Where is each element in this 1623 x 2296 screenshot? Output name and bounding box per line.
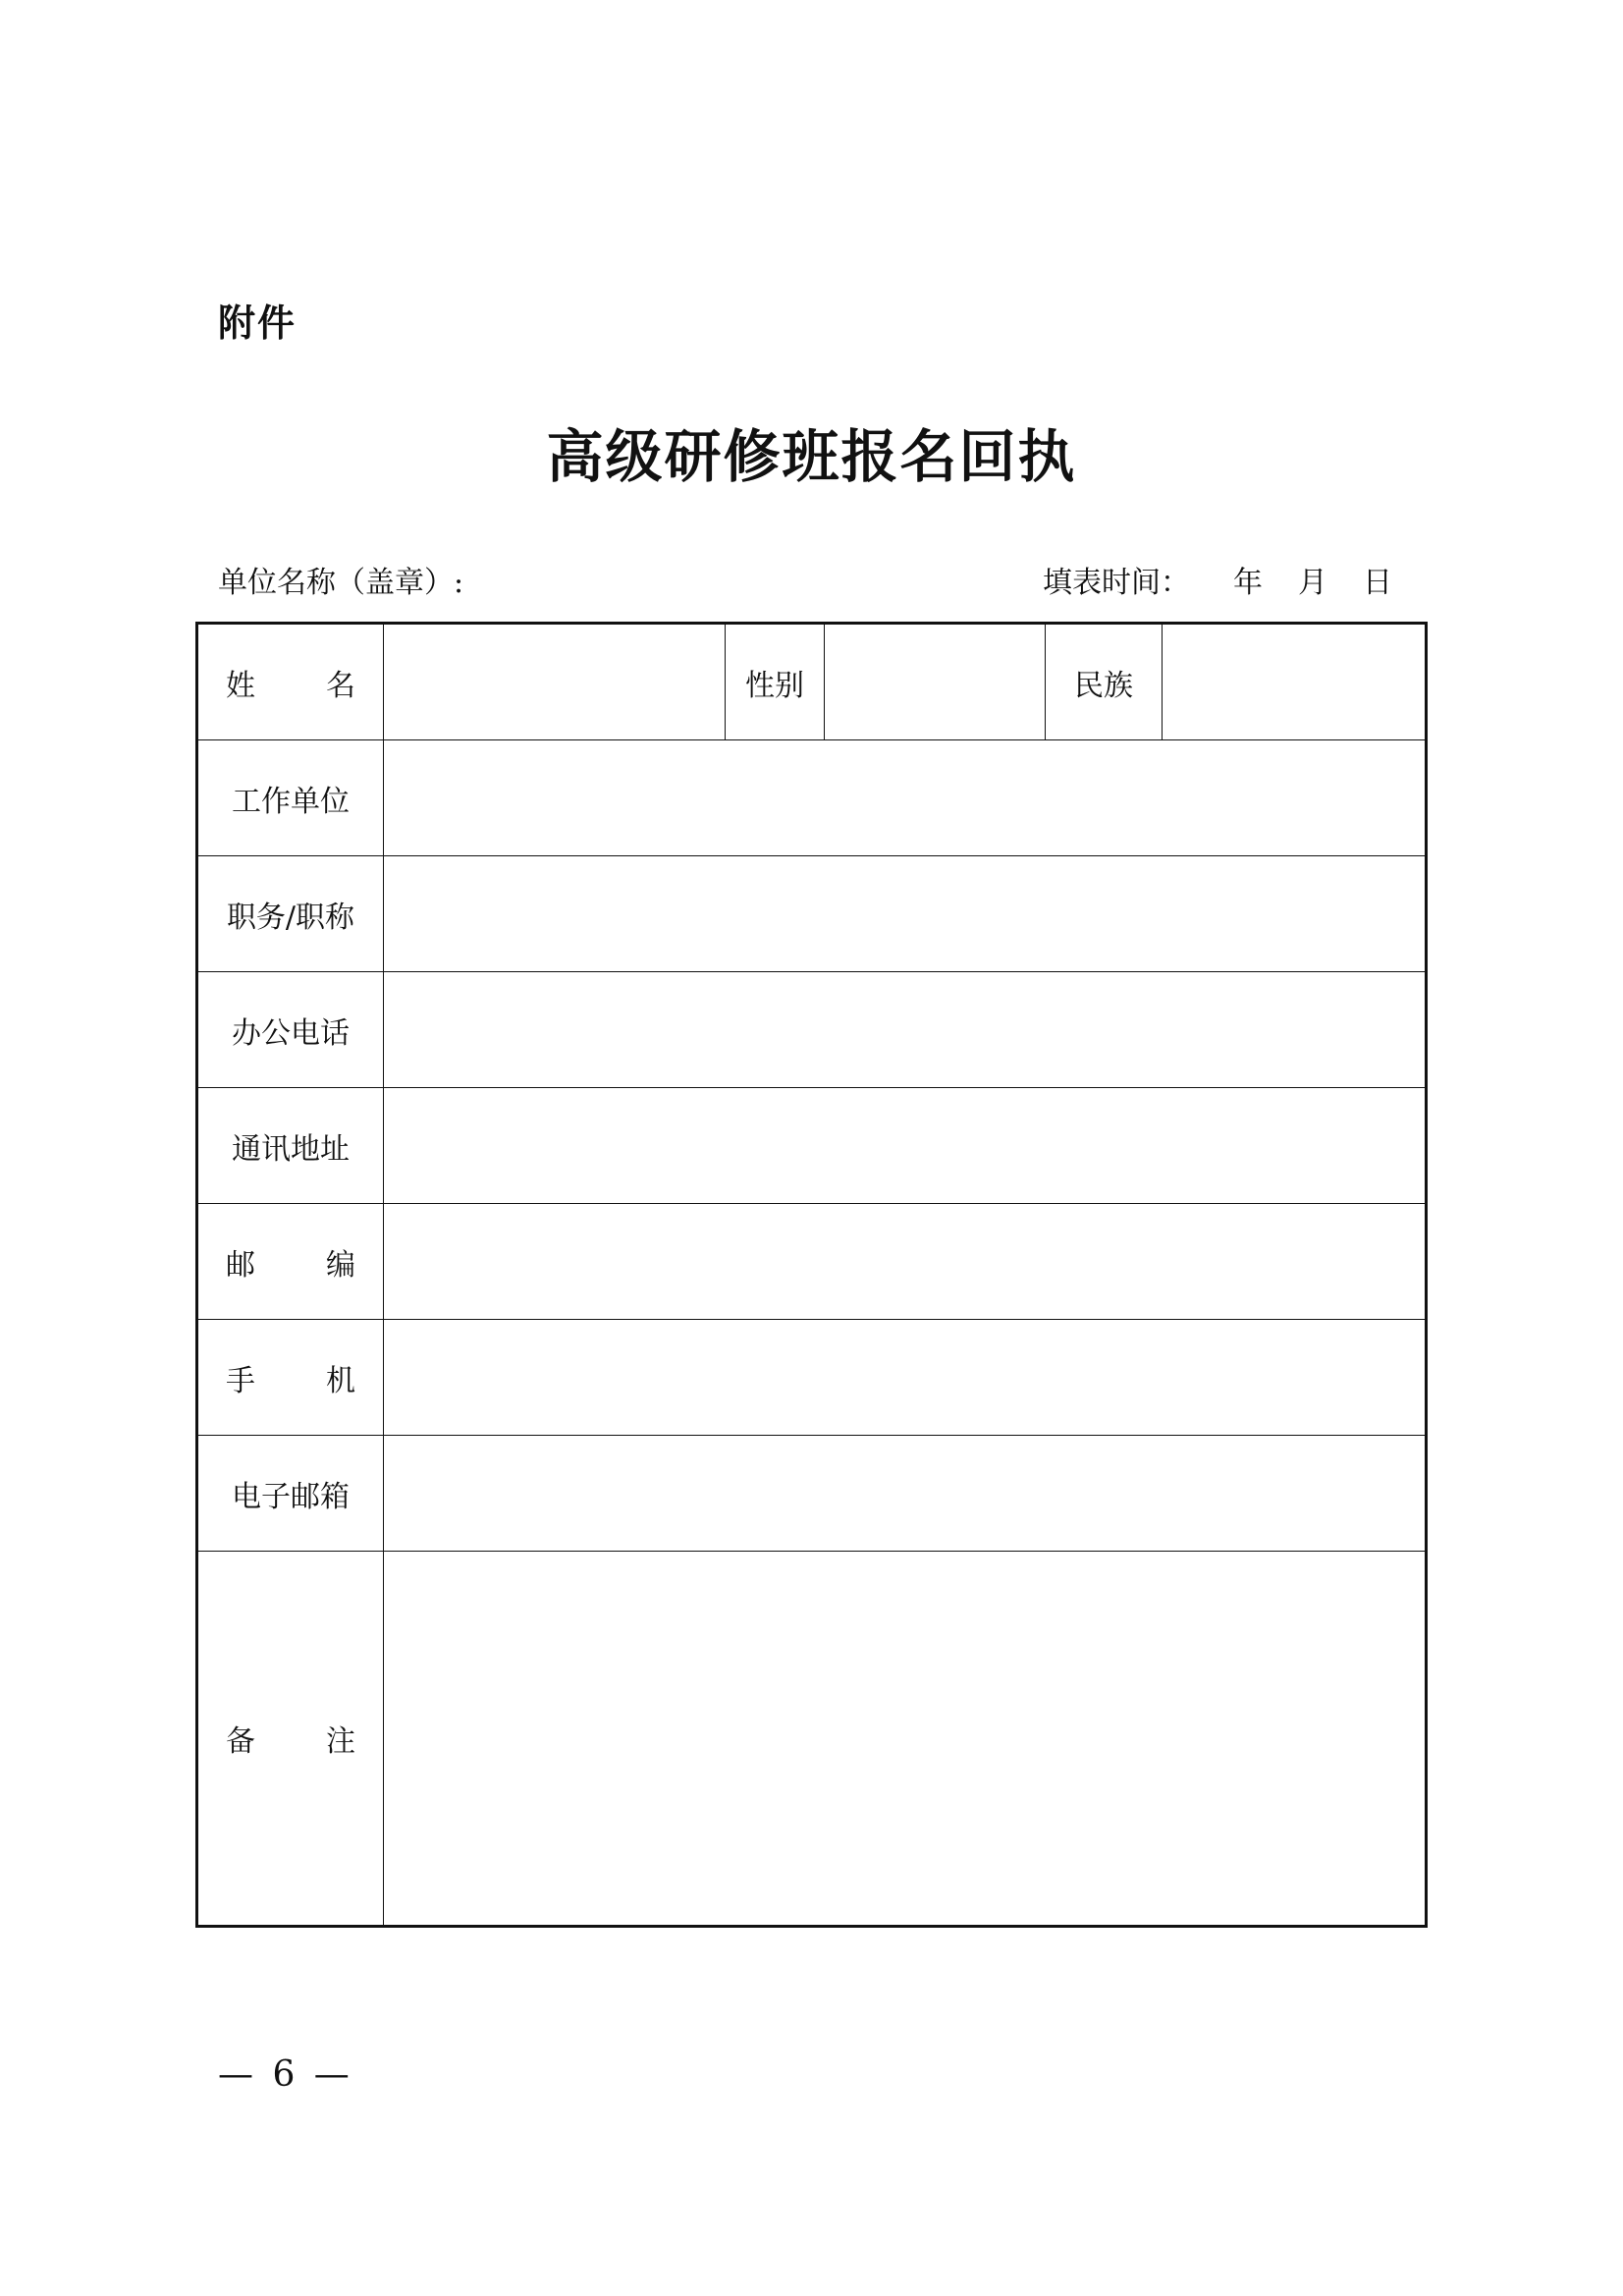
table-row — [197, 1320, 1427, 1436]
table-row — [197, 856, 1427, 972]
month-label: 月 — [1298, 566, 1327, 600]
office-phone-label: 办公电话 — [197, 972, 384, 1088]
table-row — [197, 972, 1427, 1088]
mailing-address-field[interactable] — [384, 1088, 1427, 1204]
email-label: 电子邮箱 — [197, 1436, 384, 1552]
fill-time — [1043, 558, 1392, 601]
postcode-label: 邮 编 — [197, 1204, 384, 1320]
table-row — [197, 1088, 1427, 1204]
remarks-field[interactable] — [384, 1552, 1427, 1927]
attachment-label: 附件 — [218, 301, 298, 345]
work-unit-label: 工作单位 — [197, 740, 384, 856]
name-field[interactable] — [384, 624, 726, 740]
fill-time-label: 填表时间： — [1043, 566, 1190, 600]
mobile-label: 手 机 — [197, 1320, 384, 1436]
ethnicity-field[interactable] — [1163, 624, 1427, 740]
position-title-label: 职务/职称 — [197, 856, 384, 972]
table-row — [197, 740, 1427, 856]
page-number: — 6 — — [218, 2054, 353, 2095]
gender-field[interactable] — [825, 624, 1046, 740]
unit-name-label: 单位名称（盖章）: — [218, 566, 464, 600]
table-row — [197, 1204, 1427, 1320]
remarks-label: 备 注 — [197, 1552, 384, 1927]
table-row — [197, 1552, 1427, 1927]
page-title: 高级研修班报名回执 — [546, 423, 1077, 490]
registration-form-table — [195, 622, 1428, 1928]
day-label: 日 — [1363, 566, 1392, 600]
table-row — [197, 1436, 1427, 1552]
ethnicity-label: 民族 — [1046, 624, 1163, 740]
gender-label: 性别 — [726, 624, 825, 740]
office-phone-field[interactable] — [384, 972, 1427, 1088]
mailing-address-label: 通讯地址 — [197, 1088, 384, 1204]
postcode-field[interactable] — [384, 1204, 1427, 1320]
year-label: 年 — [1233, 566, 1263, 600]
email-field[interactable] — [384, 1436, 1427, 1552]
table-row — [197, 624, 1427, 740]
work-unit-field[interactable] — [384, 740, 1427, 856]
position-title-field[interactable] — [384, 856, 1427, 972]
name-label: 姓 名 — [197, 624, 384, 740]
mobile-field[interactable] — [384, 1320, 1427, 1436]
